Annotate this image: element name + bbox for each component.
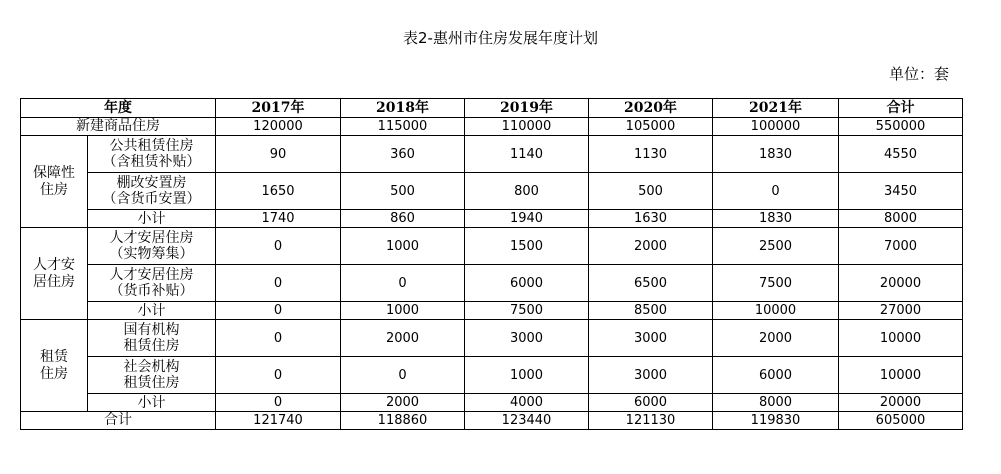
row-label-public-rental — [88, 136, 216, 173]
category-line: 人才安 — [33, 256, 75, 273]
category-talent — [21, 228, 88, 320]
label-line: 社会机构 — [123, 359, 180, 375]
category-line: 租赁 — [40, 348, 68, 365]
header-2018: 2018年 — [341, 99, 465, 118]
cell: 8500 — [589, 302, 713, 320]
cell: 1500 — [465, 228, 589, 265]
row-label-state-owned — [88, 320, 216, 357]
header-2017: 2017年 — [216, 99, 341, 118]
header-row — [21, 99, 963, 118]
cell: 6000 — [589, 394, 713, 412]
table-row — [21, 228, 963, 265]
cell: 0 — [341, 357, 465, 394]
cell: 90 — [216, 136, 341, 173]
cell: 0 — [216, 394, 341, 412]
cell: 27000 — [839, 302, 963, 320]
cell: 4000 — [465, 394, 589, 412]
cell: 110000 — [465, 118, 589, 136]
label-line: 人才安居住房 — [109, 267, 194, 283]
cell: 500 — [589, 173, 713, 210]
cell: 2000 — [341, 320, 465, 357]
cell: 8000 — [713, 394, 839, 412]
cell: 860 — [341, 210, 465, 228]
header-total: 合计 — [839, 99, 963, 118]
cell: 2500 — [713, 228, 839, 265]
cell: 1000 — [341, 302, 465, 320]
table-row — [21, 357, 963, 394]
row-label-talent-physical — [88, 228, 216, 265]
row-label-subtotal: 小计 — [88, 210, 216, 228]
cell: 100000 — [713, 118, 839, 136]
cell: 605000 — [839, 412, 963, 430]
label-line: 棚改安置房 — [116, 175, 187, 191]
cell: 8000 — [839, 210, 963, 228]
cell: 7500 — [465, 302, 589, 320]
cell: 0 — [216, 228, 341, 265]
table-row — [21, 118, 963, 136]
label-line: 租赁住房 — [123, 375, 180, 391]
table-title: 表2-惠州市住房发展年度计划 — [403, 29, 598, 47]
cell: 121740 — [216, 412, 341, 430]
table-row — [21, 320, 963, 357]
cell: 1130 — [589, 136, 713, 173]
label-line: 人才安居住房 — [109, 230, 194, 246]
cell: 2000 — [341, 394, 465, 412]
cell: 121130 — [589, 412, 713, 430]
category-line: 住房 — [40, 365, 68, 382]
cell: 6500 — [589, 265, 713, 302]
cell: 0 — [216, 320, 341, 357]
cell: 3000 — [465, 320, 589, 357]
cell: 3450 — [839, 173, 963, 210]
category-line: 居住房 — [33, 273, 75, 290]
header-2019: 2019年 — [465, 99, 589, 118]
cell: 0 — [216, 302, 341, 320]
cell: 500 — [341, 173, 465, 210]
category-line: 住房 — [40, 181, 68, 198]
label-line: 租赁住房 — [123, 338, 180, 354]
category-guarantee — [21, 136, 88, 228]
header-2021: 2021年 — [713, 99, 839, 118]
row-label-commercial: 新建商品住房 — [21, 118, 216, 136]
table-row — [21, 265, 963, 302]
header-year: 年度 — [21, 99, 216, 118]
table-row — [21, 173, 963, 210]
cell: 20000 — [839, 394, 963, 412]
label-line: （实物筹集） — [109, 246, 194, 262]
row-label-shantytown — [88, 173, 216, 210]
cell: 1830 — [713, 210, 839, 228]
cell: 119830 — [713, 412, 839, 430]
cell: 1650 — [216, 173, 341, 210]
cell: 118860 — [341, 412, 465, 430]
cell: 1000 — [465, 357, 589, 394]
cell: 1000 — [341, 228, 465, 265]
row-label-total: 合计 — [21, 412, 216, 430]
cell: 20000 — [839, 265, 963, 302]
cell: 10000 — [839, 357, 963, 394]
table-row — [21, 302, 963, 320]
label-line: （含租赁补贴） — [102, 154, 201, 170]
label-line: （货币补贴） — [109, 283, 194, 299]
cell: 105000 — [589, 118, 713, 136]
cell: 800 — [465, 173, 589, 210]
cell: 123440 — [465, 412, 589, 430]
unit-label: 单位：套 — [888, 65, 949, 83]
cell: 0 — [713, 173, 839, 210]
housing-plan-table — [20, 98, 963, 430]
header-2020: 2020年 — [589, 99, 713, 118]
cell: 0 — [341, 265, 465, 302]
cell: 1630 — [589, 210, 713, 228]
cell: 0 — [216, 265, 341, 302]
cell: 1830 — [713, 136, 839, 173]
cell: 1740 — [216, 210, 341, 228]
row-label-subtotal: 小计 — [88, 394, 216, 412]
cell: 7500 — [713, 265, 839, 302]
cell: 0 — [216, 357, 341, 394]
cell: 4550 — [839, 136, 963, 173]
row-label-social — [88, 357, 216, 394]
cell: 10000 — [713, 302, 839, 320]
category-line: 保障性 — [33, 164, 75, 181]
cell: 3000 — [589, 357, 713, 394]
cell: 3000 — [589, 320, 713, 357]
cell: 2000 — [589, 228, 713, 265]
label-line: 国有机构 — [123, 322, 180, 338]
category-rental — [21, 320, 88, 412]
row-label-subtotal: 小计 — [88, 302, 216, 320]
cell: 7000 — [839, 228, 963, 265]
label-line: 公共租赁住房 — [109, 138, 194, 154]
total-row — [21, 412, 963, 430]
table-row — [21, 136, 963, 173]
cell: 360 — [341, 136, 465, 173]
table-row — [21, 210, 963, 228]
cell: 6000 — [713, 357, 839, 394]
cell: 10000 — [839, 320, 963, 357]
cell: 550000 — [839, 118, 963, 136]
cell: 1140 — [465, 136, 589, 173]
table-row — [21, 394, 963, 412]
cell: 2000 — [713, 320, 839, 357]
label-line: （含货币安置） — [102, 191, 201, 207]
cell: 115000 — [341, 118, 465, 136]
cell: 120000 — [216, 118, 341, 136]
cell: 6000 — [465, 265, 589, 302]
cell: 1940 — [465, 210, 589, 228]
row-label-talent-monetary — [88, 265, 216, 302]
